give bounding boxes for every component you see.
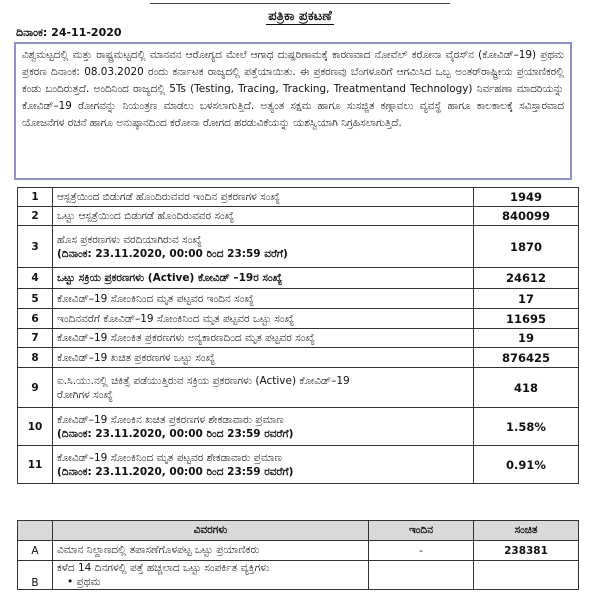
row-description xyxy=(53,408,474,446)
row-value: 17 xyxy=(474,289,579,309)
row-description-line2: (ದಿನಾಂಕ: 23.11.2020, 00:00 ರಿಂದ 23:59 ರವರೆಗೆ) xyxy=(57,465,294,478)
row-today: - xyxy=(369,541,474,561)
page-title-text: ಪತ್ರಿಕಾ ಪ್ರಕಟಣೆ xyxy=(268,9,332,24)
row-label: B xyxy=(18,561,53,590)
row-description-line1: ಕಳೆದ 14 ದಿನಗಳಲ್ಲಿ ಪತ್ತೆ ಹಚ್ಚಲಾದ ಒಟ್ಟು ಸಂಪರ್ಕಿತ ವ್ಯಕ್ತಿಗಳು xyxy=(57,562,270,574)
row-value: 19 xyxy=(474,329,579,348)
row-value: 24612 xyxy=(474,268,579,289)
row-number: 11 xyxy=(18,446,53,484)
table-row xyxy=(18,368,579,408)
row-value: 876425 xyxy=(474,348,579,368)
statistics-table xyxy=(17,187,579,484)
header-details: ವಿವರಗಳು xyxy=(53,521,369,541)
row-value: 840099 xyxy=(474,207,579,226)
table-row xyxy=(18,268,579,289)
date-value: 24-11-2020 xyxy=(51,26,122,39)
table-row xyxy=(18,207,579,226)
row-description: ವಿಮಾನ ನಿಲ್ದಾಣದಲ್ಲಿ ತಪಾಸಣೆಗೊಳಪಟ್ಟ ಒಟ್ಟು ಪ್ರಯಾಣಿಕರು xyxy=(53,541,369,561)
table-row xyxy=(18,348,579,368)
row-value: 0.91% xyxy=(474,446,579,484)
row-description: ಒಟ್ಟು ಸಕ್ರಿಯ ಪ್ರಕರಣಗಳು (Active) ಕೋವಿಡ್ –19ರ ಸಂಖ್ಯೆ xyxy=(53,268,474,289)
row-number: 2 xyxy=(18,207,53,226)
row-value: 11695 xyxy=(474,309,579,329)
row-description-line2: (ದಿನಾಂಕ: 23.11.2020, 00:00 ರಿಂದ 23:59 ರವರೆಗೆ) xyxy=(57,427,294,440)
intro-box xyxy=(14,42,572,180)
table-row xyxy=(18,289,579,309)
row-value: 1870 xyxy=(474,226,579,268)
row-description xyxy=(53,368,474,408)
header-blank xyxy=(18,521,53,541)
table-row xyxy=(18,561,579,590)
row-description-line1: ಐ.ಸಿ.ಯು.ನಲ್ಲಿ ಚಿಕಿತ್ಸೆ ಪಡೆಯುತ್ತಿರುವ ಸಕ್ರಿಯ ಪ್ರಕರಣಗಳು (Active) ಕೋವಿಡ್–19 xyxy=(57,374,350,387)
table-row xyxy=(18,446,579,484)
table-row xyxy=(18,188,579,207)
table-row xyxy=(18,309,579,329)
table-row xyxy=(18,408,579,446)
page-title xyxy=(0,9,600,24)
release-date xyxy=(16,26,122,40)
row-description-line2: ರೋಗಿಗಳ ಸಂಖ್ಯೆ xyxy=(57,388,113,401)
row-description: ಕೋವಿಡ್–19 ಸೋಂಕಿತ ಪ್ರಕರಣಗಳು ಅನ್ಯಕಾರಣದಿಂದ ಮೃತ ಪಟ್ಟವರ ಸಂಖ್ಯೆ xyxy=(53,329,474,348)
row-number: 6 xyxy=(18,309,53,329)
row-number: 5 xyxy=(18,289,53,309)
details-table xyxy=(17,520,579,590)
row-description xyxy=(53,446,474,484)
header-today: ಇಂದಿನ xyxy=(369,521,474,541)
table-row xyxy=(18,226,579,268)
row-cumulative xyxy=(474,561,579,590)
row-description xyxy=(53,561,369,590)
row-description-line1: ಹೊಸ ಪ್ರಕರಣಗಳು ವರದಿಯಾಗಿರುವ ಸಂಖ್ಯೆ xyxy=(57,233,202,246)
row-description: ಒಟ್ಟು ಆಸ್ಪತ್ರೆಯಿಂದ ಬಿಡುಗಡೆ ಹೊಂದಿರುವವರ ಸಂಖ್ಯೆ xyxy=(53,207,474,226)
table-row xyxy=(18,541,579,561)
row-cumulative: 238381 xyxy=(474,541,579,561)
row-description: ಕೋವಿಡ್–19 ಸೋಂಕಿನಿಂದ ಮೃತ ಪಟ್ಟವರ ಇಂದಿನ ಸಂಖ್ಯೆ xyxy=(53,289,474,309)
details-header-row xyxy=(18,521,579,541)
row-number: 10 xyxy=(18,408,53,446)
intro-paragraph: ವಿಶ್ವಮಟ್ಟದಲ್ಲಿ ಮತ್ತು ರಾಷ್ಟ್ರಮಟ್ಟದಲ್ಲಿ ಮಾನವನ ಆರೋಗ್ಯದ ಮೇಲೆ ಆಗಾಧ ದುಷ್ಪರಿಣಾಮಕ್ಕೆ ಕಾರಣವಾದ ನೋವೆಲ್ ಕರೋನಾ ವೈರಸ್‌ನ (ಕೋವಿಡ್–19) ಪ್ರಥಮ ಪ್ರಕರಣ ದಿನಾಂಕ: 08.03.2020 ರಂದು ಕರ್ನಾಟಕ ರಾಜ್ಯದಲ್ಲಿ ಪತ್ತೆಯಾಯಿತು. ಈ ಪ್ರಕರಣವು ಬೆಂಗಳೂರಿಗೆ ಆಗಮಿಸಿದ ಒಬ್ಬ ಅಂತರ್‌ರಾಷ್ಟ್ರೀಯ ಪ್ರಯಾಣಿಕರಲ್ಲಿ ಕಂಡು ಬಂದಿರುತ್ತದೆ. ಅಂದಿನಿಂದ ರಾಜ್ಯದಲ್ಲಿ 5Ts (Testing, Tracing, Tracking, Treatmentand Technology) ನಿರ್ವಹಣಾ ಮಾದರಿಯನ್ನು ಕೋವಿಡ್–19 ರೋಗವನ್ನು ನಿಯಂತ್ರಣ ಮಾಡಲು ಬಳಸಲಾಗುತ್ತಿದೆ. ಅತ್ಯಂತ ಸಕ್ಷಮ ಹಾಗೂ ಸುಸಜ್ಜಿತ ಕಣ್ಗಾವಲು ವ್ಯವಸ್ಥೆ ಹಾಗೂ ಕಾಲಕಾಲಕ್ಕೆ ಸವಿಸ್ತಾರವಾದ ಯೋಜನೆಗಳ ರಚನೆ ಹಾಗೂ ಅನುಷ್ಠಾನದಿಂದ ಕರೋನಾ ರೋಗದ ಹರಡುವಿಕೆಯನ್ನು ಯಶಸ್ವಿಯಾಗಿ ನಿಗ್ರಹಿಸಲಾಗುತ್ತಿದೆ. xyxy=(22,49,564,129)
row-number: 9 xyxy=(18,368,53,408)
row-description: ಕೋವಿಡ್–19 ಖಚಿತ ಪ್ರಕರಣಗಳ ಒಟ್ಟು ಸಂಖ್ಯೆ xyxy=(53,348,474,368)
row-sub-item: • ಪ್ರಥಮ xyxy=(67,576,101,588)
table-row xyxy=(18,329,579,348)
row-description xyxy=(53,226,474,268)
row-today xyxy=(369,561,474,590)
row-number: 3 xyxy=(18,226,53,268)
row-description-line1: ಕೋವಿಡ್–19 ಸೋಂಕಿನಿಂದ ಮೃತ ಪಟ್ಟವರ ಶೇಕಡಾವಾರು ಪ್ರಮಾಣ xyxy=(57,451,282,464)
cropped-header-rule xyxy=(150,0,450,4)
row-label: A xyxy=(18,541,53,561)
row-value: 1949 xyxy=(474,188,579,207)
row-value: 1.58% xyxy=(474,408,579,446)
row-number: 7 xyxy=(18,329,53,348)
row-description-line1: ಕೋವಿಡ್–19 ಸೋಂಕಿನ ಖಚಿತ ಪ್ರಕರಣಗಳ ಶೇಕಡಾವಾರು ಪ್ರಮಾಣ xyxy=(57,413,284,426)
header-cumulative: ಸಂಚಿತ xyxy=(474,521,579,541)
row-description: ಇಂದಿನವರೆಗೆ ಕೋವಿಡ್–19 ಸೋಂಕಿನಿಂದ ಮೃತ ಪಟ್ಟವರ ಒಟ್ಟು ಸಂಖ್ಯೆ xyxy=(53,309,474,329)
row-description-line2: (ದಿನಾಂಕ: 23.11.2020, 00:00 ರಿಂದ 23:59 ವರೆಗೆ) xyxy=(57,247,288,260)
row-value: 418 xyxy=(474,368,579,408)
date-label: ದಿನಾಂಕ: xyxy=(16,26,48,39)
row-number: 8 xyxy=(18,348,53,368)
row-number: 1 xyxy=(18,188,53,207)
row-number: 4 xyxy=(18,268,53,289)
row-description: ಆಸ್ಪತ್ರೆಯಿಂದ ಬಿಡುಗಡೆ ಹೊಂದಿರುವವರ ಇಂದಿನ ಪ್ರಕರಣಗಳ ಸಂಖ್ಯೆ xyxy=(53,188,474,207)
